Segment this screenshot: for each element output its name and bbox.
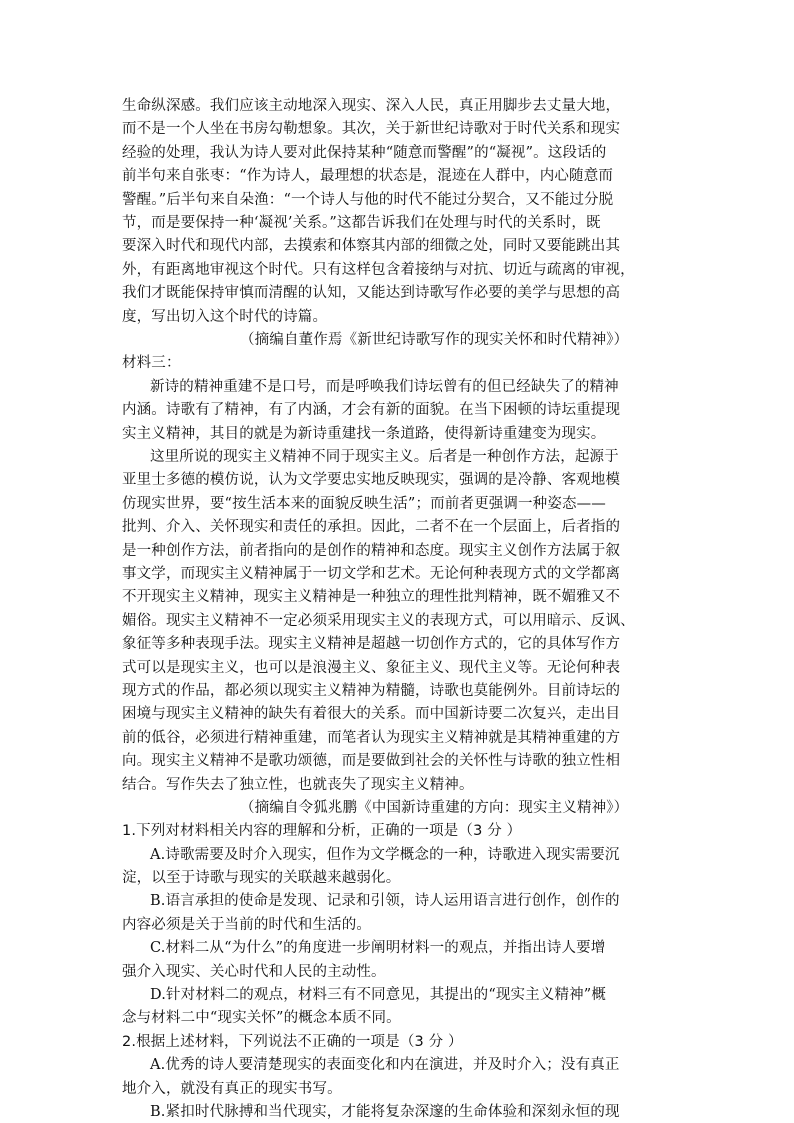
option-c: C.材料二从“为什么”的角度进一步阐明材料一的观点，并指出诗人要增 bbox=[150, 940, 606, 957]
option-b: B.语言承担的使命是发现、记录和引领，诗人运用语言进行创作，创作的 bbox=[150, 893, 620, 910]
text-line: 是一种创作方法，前者指向的是创作的精神和态度。现实主义创作方法属于叙 bbox=[122, 542, 621, 559]
text-line: 生命纵深感。我们应该主动地深入现实、深入人民，真正用脚步去丈量大地， bbox=[122, 98, 621, 114]
text-line: 象征等多种表现手法。现实主义精神是超越一切创作方式的，它的具体写作方 bbox=[122, 636, 621, 653]
text-line: 批判、介入、关怀现实和责任的承担。因此，二者不在一个层面上，后者指的 bbox=[122, 519, 621, 536]
text-line: 淀，以至于诗歌与现实的关联越来越弱化。 bbox=[122, 870, 401, 886]
option-a: A.诗歌需要及时介入现实，但作为文学概念的一种，诗歌进入现实需要沉 bbox=[150, 846, 620, 863]
question-2: 2.根据上述材料，下列说法不正确的一项是（3 分 ） bbox=[122, 1033, 463, 1050]
text-line: 结合。写作失去了独立性，也就丧失了现实主义精神。 bbox=[122, 776, 474, 793]
text-line: 仿现实世界，要“按生活本来的面貌反映生活”；而前者更强调一种姿态—— bbox=[122, 495, 606, 512]
option-a: A.优秀的诗人要清楚现实的表面变化和内在演进，并及时介入；没有真正 bbox=[150, 1057, 620, 1074]
text-line: 媚俗。现实主义精神不一定必须采用现实主义的表现方式，可以用暗示、反讽、 bbox=[122, 612, 635, 629]
text-line: 现方式的作品，都必须以现实主义精神为精髓，诗歌也莫能例外。目前诗坛的 bbox=[122, 682, 621, 699]
option-b: B.紧扣时代脉搏和当代现实，才能将复杂深邃的生命体验和深刻永恒的现 bbox=[150, 1104, 620, 1120]
section-heading: 材料三： bbox=[122, 355, 181, 372]
text-line: 事文学，而现实主义精神属于一切文学和艺术。无论何种表现方式的文学都离 bbox=[122, 565, 621, 582]
text-line: 内容必须是关于当前的时代和生活的。 bbox=[122, 916, 372, 933]
text-line: 式可以是现实主义，也可以是浪漫主义、象征主义、现代主义等。无论何种表 bbox=[122, 659, 621, 676]
text-line: 前的低谷，必须进行精神重建，而笔者认为现实主义精神就是其精神重建的方 bbox=[122, 729, 621, 746]
text-line: 实主义精神，其目的就是为新诗重建找一条道路，使得新诗重建变为现实。 bbox=[122, 425, 606, 442]
text-line: 前半句来自张枣：“作为诗人，最理想的状态是，混迹在人群中，内心随意而 bbox=[122, 168, 614, 185]
text-line: 我们才既能保持审慎而清醒的认知，又能达到诗歌写作必要的美学与思想的高 bbox=[122, 285, 621, 302]
option-d: D.针对材料二的观点，材料三有不同意见，其提出的“现实主义精神”概 bbox=[150, 987, 606, 1003]
text-line: 新诗的精神重建不是口号，而是呼唤我们诗坛曾有的但已经缺失了的精神 bbox=[150, 378, 619, 395]
text-line: 不开现实主义精神，现实主义精神是一种独立的理性批判精神，既不媚雅又不 bbox=[122, 589, 621, 606]
text-line: 内涵。诗歌有了精神，有了内涵，才会有新的面貌。在当下困顿的诗坛重提现 bbox=[122, 402, 621, 419]
source-citation: （摘编自董作焉《新世纪诗歌写作的现实关怀和时代精神》） bbox=[240, 332, 629, 348]
source-citation: （摘编自令狐兆鹏《中国新诗重建的方向：现实主义精神》） bbox=[240, 799, 629, 816]
text-line: 外，有距离地审视这个时代。只有这样包含着接纳与对抗、切近与疏离的审视， bbox=[122, 261, 635, 278]
text-line: 这里所说的现实主义精神不同于现实主义。后者是一种创作方法，起源于 bbox=[150, 448, 619, 465]
question-1: 1.下列对材料相关内容的理解和分析，正确的一项是（3 分 ） bbox=[122, 823, 522, 840]
text-line: 亚里士多德的模仿说，认为文学要忠实地反映现实，强调的是冷静、客观地模 bbox=[122, 472, 621, 489]
text-line: 向。现实主义精神不是歌功颂德，而是要做到社会的关怀性与诗歌的独立性相 bbox=[122, 753, 621, 770]
text-line: 警醒。”后半句来自朵渔：“一个诗人与他的时代不能过分契合，又不能过分脱 bbox=[122, 191, 614, 208]
text-line: 而不是一个人坐在书房勾勒想象。其次，关于新世纪诗歌对于时代关系和现实 bbox=[122, 121, 621, 138]
text-line: 经验的处理，我认为诗人要对此保持某种“随意而警醒”的“凝视”。这段话的 bbox=[122, 144, 607, 161]
text-line: 度，写出切入这个时代的诗篇。 bbox=[122, 308, 328, 325]
text-line: 念与材料二中“现实关怀”的概念本质不同。 bbox=[122, 1010, 401, 1027]
text-line: 地介入，就没有真正的现实书写。 bbox=[122, 1080, 342, 1097]
text-line: 要深入时代和现代内部，去摸索和体察其内部的细微之处，同时又要能跳出其 bbox=[122, 238, 621, 255]
text-line: 节，而是要保持一种‘凝视’关系。”这都告诉我们在处理与时代的关系时，既 bbox=[122, 215, 601, 231]
text-line: 强介入现实、关心时代和人民的主动性。 bbox=[122, 963, 386, 980]
text-line: 困境与现实主义精神的缺失有着很大的关系。而中国新诗要二次复兴，走出目 bbox=[122, 706, 621, 723]
